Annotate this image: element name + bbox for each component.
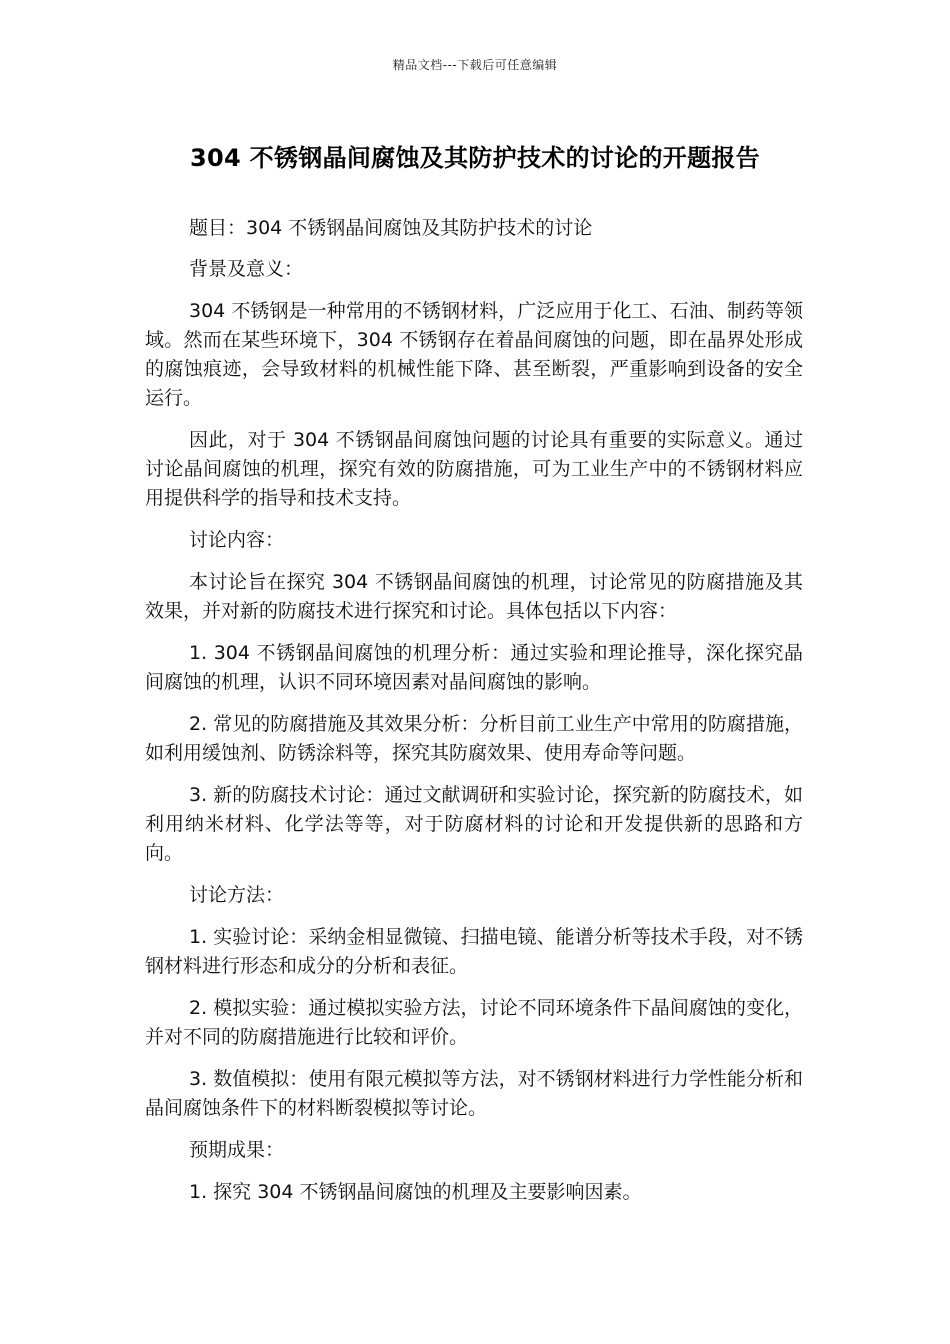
method-item: 2. 模拟实验：通过模拟实验方法，讨论不同环境条件下晶间腐蚀的变化，并对不同的防腐措施进行比较和评价。 bbox=[145, 997, 803, 1048]
content-heading: 讨论内容： bbox=[189, 529, 285, 551]
method-item: 3. 数值模拟：使用有限元模拟等方法，对不锈钢材料进行力学性能分析和晶间腐蚀条件下的材料断裂模拟等讨论。 bbox=[145, 1068, 803, 1119]
background-heading: 背景及意义： bbox=[189, 258, 304, 280]
method-item: 1. 实验讨论：采纳金相显微镜、扫描电镜、能谱分析等技术手段，对不锈钢材料进行形态和成分的分析和表征。 bbox=[145, 926, 803, 977]
method-heading: 讨论方法： bbox=[189, 884, 285, 906]
background-paragraph: 304 不锈钢是一种常用的不锈钢材料，广泛应用于化工、石油、制药等领域。然而在某些环境下，304 不锈钢存在着晶间腐蚀的问题，即在晶界处形成的腐蚀痕迹，会导致材料的机械性能下降、甚至断裂，严重影响到设备的安全运行。 bbox=[145, 300, 803, 409]
results-item: 1. 探究 304 不锈钢晶间腐蚀的机理及主要影响因素。 bbox=[189, 1181, 642, 1203]
content-item: 1. 304 不锈钢晶间腐蚀的机理分析：通过实验和理论推导，深化探究晶间腐蚀的机理，认识不同环境因素对晶间腐蚀的影响。 bbox=[145, 642, 803, 693]
document-body bbox=[145, 214, 803, 1220]
content-item: 3. 新的防腐技术讨论：通过文献调研和实验讨论，探究新的防腐技术，如利用纳米材料、化学法等等，对于防腐材料的讨论和开发提供新的思路和方向。 bbox=[145, 784, 803, 864]
significance-paragraph: 因此，对于 304 不锈钢晶间腐蚀问题的讨论具有重要的实际意义。通过讨论晶间腐蚀的机理，探究有效的防腐措施，可为工业生产中的不锈钢材料应用提供科学的指导和技术支持。 bbox=[145, 429, 803, 509]
header-note: 精品文档---下载后可任意编辑 bbox=[392, 58, 558, 72]
content-item: 2. 常见的防腐措施及其效果分析：分析目前工业生产中常用的防腐措施，如利用缓蚀剂、防锈涂料等，探究其防腐效果、使用寿命等问题。 bbox=[145, 713, 803, 764]
document-title: 304 不锈钢晶间腐蚀及其防护技术的讨论的开题报告 bbox=[190, 144, 760, 172]
content-intro-paragraph: 本讨论旨在探究 304 不锈钢晶间腐蚀的机理，讨论常见的防腐措施及其效果，并对新的防腐技术进行探究和讨论。具体包括以下内容： bbox=[145, 571, 803, 622]
topic-line: 题目：304 不锈钢晶间腐蚀及其防护技术的讨论 bbox=[189, 217, 593, 239]
results-heading: 预期成果： bbox=[189, 1139, 285, 1161]
